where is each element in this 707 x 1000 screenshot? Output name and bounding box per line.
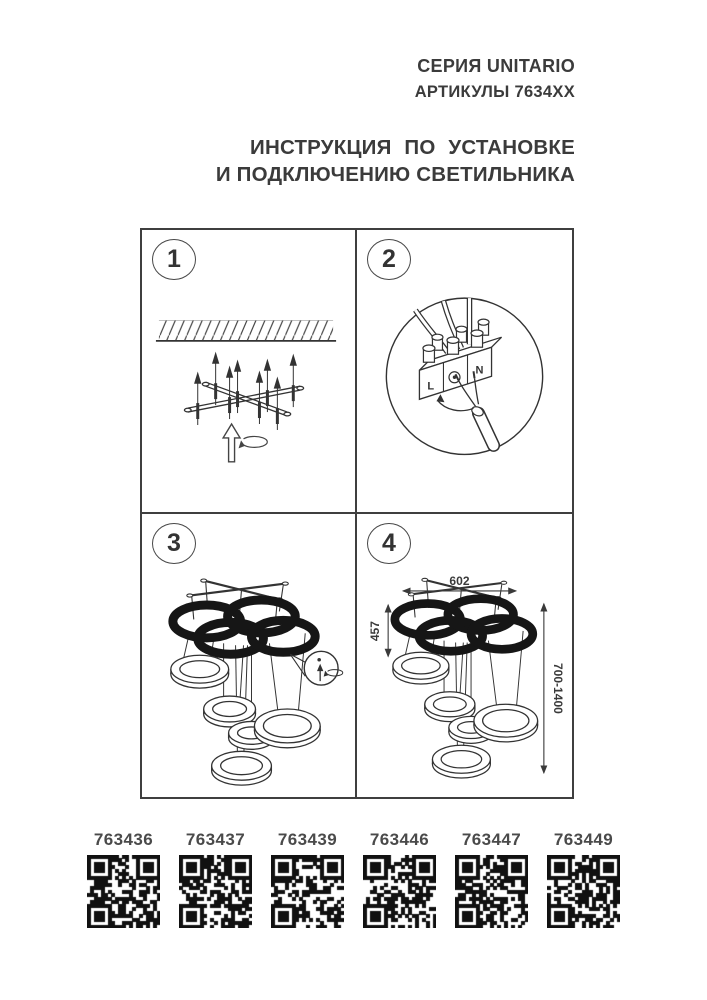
- step-cell-1: [142, 230, 357, 514]
- step-number-badge: 3: [152, 523, 196, 564]
- instruction-title-line1: ИНСТРУКЦИЯ ПО УСТАНОВКЕ: [250, 136, 575, 159]
- qr-code: [363, 855, 436, 928]
- dimension-canopy-height: [368, 605, 388, 656]
- screws: [195, 353, 297, 430]
- article-number: 763449: [553, 830, 614, 849]
- article-number: 763437: [185, 830, 246, 849]
- qr-strip: [0, 830, 707, 928]
- dim-width-label: 602: [449, 573, 470, 588]
- step-number-badge: 4: [367, 523, 411, 564]
- lock-detail-callout: [290, 651, 342, 685]
- qr-item: [271, 830, 345, 928]
- series-label: СЕРИЯ UNITARIO: [417, 56, 575, 76]
- dimension-suspension-range: [544, 604, 565, 773]
- dim-canopy-height-label: 457: [368, 620, 383, 641]
- qr-item: [363, 830, 437, 928]
- step-number-badge: 2: [367, 239, 411, 280]
- articles-label: АРТИКУЛЫ 7634XX: [414, 83, 575, 101]
- mounting-cross: [184, 353, 303, 430]
- qr-item: [547, 830, 621, 928]
- header: [216, 56, 575, 188]
- qr-item: [455, 830, 529, 928]
- qr-code: [87, 855, 160, 928]
- article-number: 763446: [369, 830, 430, 849]
- step-number-badge: 1: [152, 239, 196, 280]
- article-number: 763436: [93, 830, 154, 849]
- article-number: 763447: [461, 830, 522, 849]
- qr-code: [179, 855, 252, 928]
- qr-item: [179, 830, 253, 928]
- qr-code: [455, 855, 528, 928]
- terminal-neutral-label: N: [475, 364, 484, 377]
- qr-code: [547, 855, 620, 928]
- qr-item: [87, 830, 161, 928]
- step-cell-2: [357, 230, 572, 514]
- steps-grid: [140, 228, 574, 799]
- step-cell-4: [357, 514, 572, 798]
- terminal-live-label: L: [427, 380, 435, 393]
- step-cell-3: [142, 514, 357, 798]
- rotate-arrow-icon: [223, 424, 267, 462]
- article-number: 763439: [277, 830, 338, 849]
- dim-suspension-range-label: 700-1400: [550, 662, 565, 714]
- instruction-title: [216, 134, 575, 188]
- ceiling-hatch: [156, 320, 336, 340]
- instruction-title-line2: И ПОДКЛЮЧЕНИЮ СВЕТИЛЬНИКА: [215, 163, 575, 186]
- qr-code: [271, 855, 344, 928]
